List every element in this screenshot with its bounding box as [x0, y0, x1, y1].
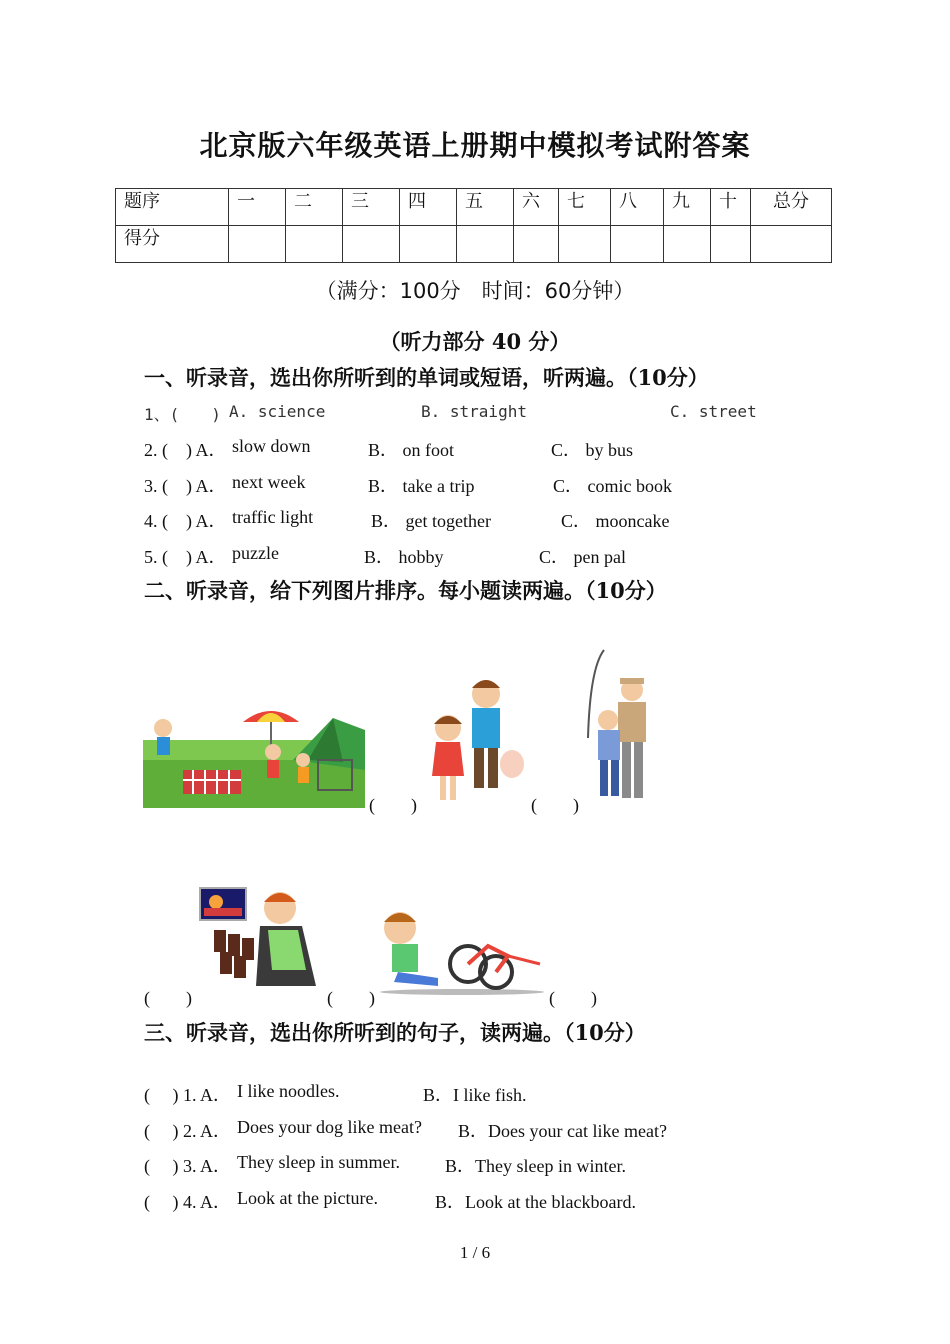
section1-heading: 一、听录音，选出你所听到的单词或短语，听两遍。（10分） — [144, 365, 709, 390]
question-number: ( ) 4. A． — [144, 1192, 231, 1212]
option-c: C． by bus — [551, 440, 634, 460]
option-b: B．Look at the blackboard. — [435, 1192, 636, 1212]
table-cell: 十 — [711, 189, 751, 226]
question-number: 3. ( ) A． — [144, 476, 227, 496]
table-cell: 得分 — [116, 226, 229, 263]
boy-fallen-bike-picture-icon — [378, 906, 546, 996]
table-cell: 二 — [286, 189, 343, 226]
question-number: 5. ( ) A． — [144, 547, 227, 567]
option-b: B． hobby — [364, 547, 444, 567]
answer-paren: ( ) — [549, 988, 597, 1008]
table-cell: 六 — [514, 189, 559, 226]
section2-heading: 二、听录音，给下列图片排序。每小题读两遍。（10分） — [144, 578, 667, 603]
question-number: ( ) 2. A． — [144, 1121, 231, 1141]
grandpa-fishing-picture-icon — [584, 648, 658, 804]
table-cell: 四 — [400, 189, 457, 226]
answer-paren: ( ) — [327, 988, 375, 1008]
table-cell: 七 — [559, 189, 611, 226]
cinema-picture-icon — [198, 886, 318, 996]
option-a: Look at the picture. — [237, 1188, 378, 1208]
table-cell: 题序 — [116, 189, 229, 226]
option-a: They sleep in summer. — [237, 1152, 400, 1172]
option-b: B． take a trip — [368, 476, 475, 496]
table-cell: 五 — [457, 189, 514, 226]
option-a: Does your dog like meat? — [237, 1117, 422, 1137]
score-input-cell — [611, 226, 664, 263]
score-input-cell — [751, 226, 832, 263]
score-table — [115, 188, 832, 263]
option-a: I like noodles. — [237, 1081, 340, 1101]
option-b: B． on foot — [368, 440, 455, 460]
family-shopping-picture-icon — [420, 676, 524, 806]
score-input-cell — [286, 226, 343, 263]
table-cell: 一 — [229, 189, 286, 226]
option-a: puzzle — [232, 543, 279, 563]
option-a: A. science — [229, 402, 326, 421]
score-input-cell — [559, 226, 611, 263]
option-c: C． mooncake — [561, 511, 670, 531]
score-table-header-row — [116, 189, 832, 226]
option-b: B．Does your cat like meat? — [458, 1121, 667, 1141]
table-cell: 八 — [611, 189, 664, 226]
page-title: 北京版六年级英语上册期中模拟考试附答案 — [199, 129, 751, 162]
table-cell: 九 — [664, 189, 711, 226]
score-input-cell — [711, 226, 751, 263]
full-score-note: （满分：100分 时间：60分钟） — [315, 279, 635, 303]
score-input-cell — [229, 226, 286, 263]
option-a: slow down — [232, 436, 311, 456]
answer-paren: ( ) — [369, 795, 417, 815]
question-number: 2. ( ) A． — [144, 440, 227, 460]
table-cell: 三 — [343, 189, 400, 226]
option-c: C． pen pal — [539, 547, 626, 567]
question-number: 1、( ) — [144, 405, 221, 424]
page-number: 1 / 6 — [459, 1243, 491, 1262]
listening-part-label: （听力部分 40 分） — [379, 329, 571, 354]
option-b: B．I like fish. — [423, 1085, 527, 1105]
score-input-cell — [514, 226, 559, 263]
option-b: B． get together — [371, 511, 491, 531]
picnic-picture-icon — [143, 700, 365, 808]
question-number: ( ) 1. A． — [144, 1085, 231, 1105]
table-cell: 总分 — [751, 189, 832, 226]
section3-heading: 三、听录音，选出你所听到的句子，读两遍。（10分） — [144, 1020, 646, 1045]
answer-paren: ( ) — [531, 795, 579, 815]
answer-paren: ( ) — [144, 988, 192, 1008]
score-input-cell — [343, 226, 400, 263]
option-c: C. street — [670, 402, 757, 421]
score-input-cell — [400, 226, 457, 263]
option-b: B．They sleep in winter. — [445, 1156, 626, 1176]
option-c: C． comic book — [553, 476, 672, 496]
option-b: B. straight — [421, 402, 527, 421]
question-number: 4. ( ) A． — [144, 511, 227, 531]
option-a: traffic light — [232, 507, 314, 527]
option-a: next week — [232, 472, 306, 492]
question-number: ( ) 3. A． — [144, 1156, 231, 1176]
score-input-cell — [664, 226, 711, 263]
score-input-cell — [457, 226, 514, 263]
score-table-score-row — [116, 226, 832, 263]
